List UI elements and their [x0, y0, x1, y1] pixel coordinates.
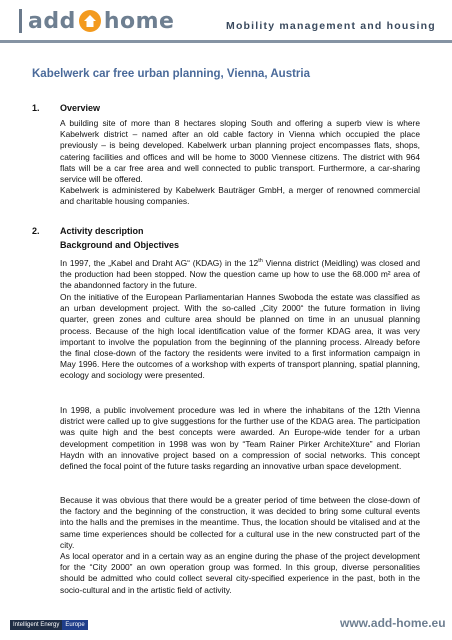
header-tagline: Mobility management and housing	[226, 20, 436, 32]
logo-word-add: add	[28, 8, 76, 34]
badge-left-text: Intelligent Energy	[10, 620, 62, 630]
section-heading: Overview	[60, 103, 101, 113]
paragraph: In 1998, a public involvement procedure was led in where the inhabitans of the 12th Vienna district were called up to give suggestions for the further use of the KDAG area. The participation was quite high and the best concepts were awarded. An Europe-wide tender for a urban development competition in 1998 was won by “Team Rainer Pirker ArchiteXture” and Florian Haydn with an innovative project based on a compression of social networks. This concept defined the focal point of the future tasks regarding an innovative urban space development.	[60, 405, 420, 472]
logo-bar	[19, 9, 22, 33]
paragraph: Kabelwerk is administered by Kabelwerk Bauträger GmbH, a merger of renowned commercial and charitable housing companies.	[60, 185, 420, 207]
paragraph	[60, 256, 420, 291]
logo-word-home: home	[103, 8, 175, 34]
paragraph: A building site of more than 8 hectares sloping South and offering a superb view is where Kabelwerk district – named after an old cable factory in Vienna which occupied the place previously – is being developed. Kabelwerk urban planning project encompasses flats, shops, catering facilities and offices and will be home to 3000 Viennese citizens. The district with 964 flats will be a car free area and well connected to public transport. Furthermore, a car-sharing service will be offered.	[60, 118, 420, 185]
header	[0, 0, 452, 42]
badge-right-text: Europe	[62, 620, 87, 630]
add-home-logo	[13, 6, 174, 36]
footer-url: www.add-home.eu	[340, 616, 446, 630]
house-icon	[79, 10, 101, 32]
paragraph: Because it was obvious that there would be a greater period of time between the close-down of the factory and the beginning of the construction, it was decided to bring some cultural events into the halls and the premises in the meantime. Thus, the location should be vitalised and at the same time experiences should be collected for a cultural use in the new constructed part of the city.	[60, 495, 420, 550]
section-number: 2.	[32, 226, 40, 236]
document-title: Kabelwerk car free urban planning, Vienna, Austria	[32, 68, 310, 80]
header-divider	[0, 40, 452, 43]
paragraph: On the initiative of the European Parliamentarian Hannes Swoboda the estate was classified as an urban development project. With the so-called „City 2000“ the future formation in living quarter, green zones and culture area should be planned on time in an unusual planning process. Because of the high local identification value of the former KDAG area, it was very important to involve the population from the beginning of the planning process. Already before the final close-down of the factory the residents were invited to a first information campaign in May 1996. Here the outcomes of a workshop with experts of transport planning, spatial planning, ecology and sociology were presented.	[60, 292, 420, 381]
section-heading: Activity description	[60, 226, 144, 236]
section-number: 1.	[32, 103, 40, 113]
intelligent-energy-badge	[10, 620, 88, 630]
superscript: th	[258, 258, 263, 264]
subsection-heading: Background and Objectives	[60, 240, 180, 250]
text-span: Vienna district (Meidling) was closed and the production had been stopped. Now the question came up how to use the 68.000 m² area of the abandonned factory in the future.	[60, 257, 420, 291]
paragraph: As local operator and in a certain way as an engine during the phase of the project development for the “City 2000” an own operation group was formed. In this group, diverse personalities should be admitted who could collect several city-specified experience in the past, both in the socio-cultural and in the artistic field of activity.	[60, 551, 420, 595]
text-span: In 1997, the „Kabel and Draht AG“ (KDAG) in the 12	[60, 257, 259, 268]
